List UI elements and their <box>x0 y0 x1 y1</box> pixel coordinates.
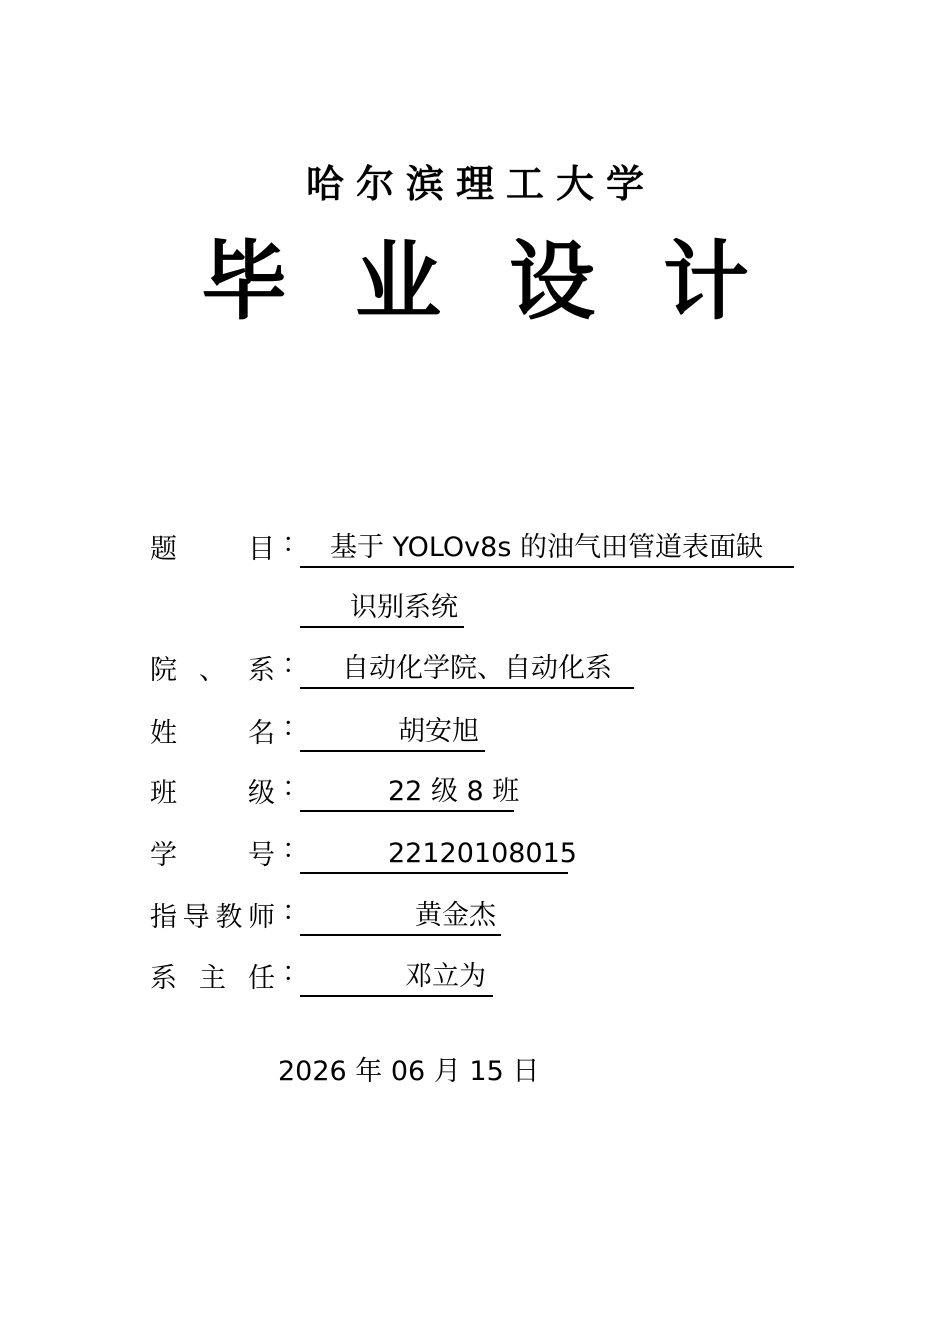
advisor-label: 指 导 教 师 <box>150 902 275 933</box>
title-colon: ： <box>282 528 309 559</box>
department-colon: ： <box>282 649 309 680</box>
document-type-heading <box>0 232 950 332</box>
doc-type-char: 业 <box>355 232 441 332</box>
class-value: 22 级 8 班 <box>300 774 514 812</box>
name-label: 姓 名 <box>150 718 275 749</box>
name-colon: ： <box>282 712 309 743</box>
doc-type-char: 设 <box>509 232 595 332</box>
title-label: 题 目 <box>150 534 275 565</box>
student-id-value: 22120108015 <box>300 836 568 874</box>
director-value: 邓立为 <box>300 959 493 997</box>
class-colon: ： <box>282 772 309 803</box>
director-colon: ： <box>282 957 309 988</box>
title-value-line2: 识别系统 <box>300 590 464 628</box>
university-name: 哈尔滨理工大学 <box>305 162 656 206</box>
advisor-value: 黄金杰 <box>300 898 501 936</box>
title-value-line1: 基于 YOLOv8s 的油气田管道表面缺 <box>300 530 794 568</box>
class-label: 班 级 <box>150 778 275 809</box>
submission-date: 2026 年 06 月 15 日 <box>278 1056 540 1087</box>
doc-type-char: 毕 <box>201 232 287 332</box>
department-label: 院 、 系 <box>150 655 275 686</box>
advisor-colon: ： <box>282 896 309 927</box>
doc-type-char: 计 <box>663 232 749 332</box>
department-value: 自动化学院、自动化系 <box>300 651 634 689</box>
student-id-colon: ： <box>282 834 309 865</box>
name-value: 胡安旭 <box>300 714 485 752</box>
director-label: 系 主 任 <box>150 963 275 994</box>
student-id-label: 学 号 <box>150 840 275 871</box>
